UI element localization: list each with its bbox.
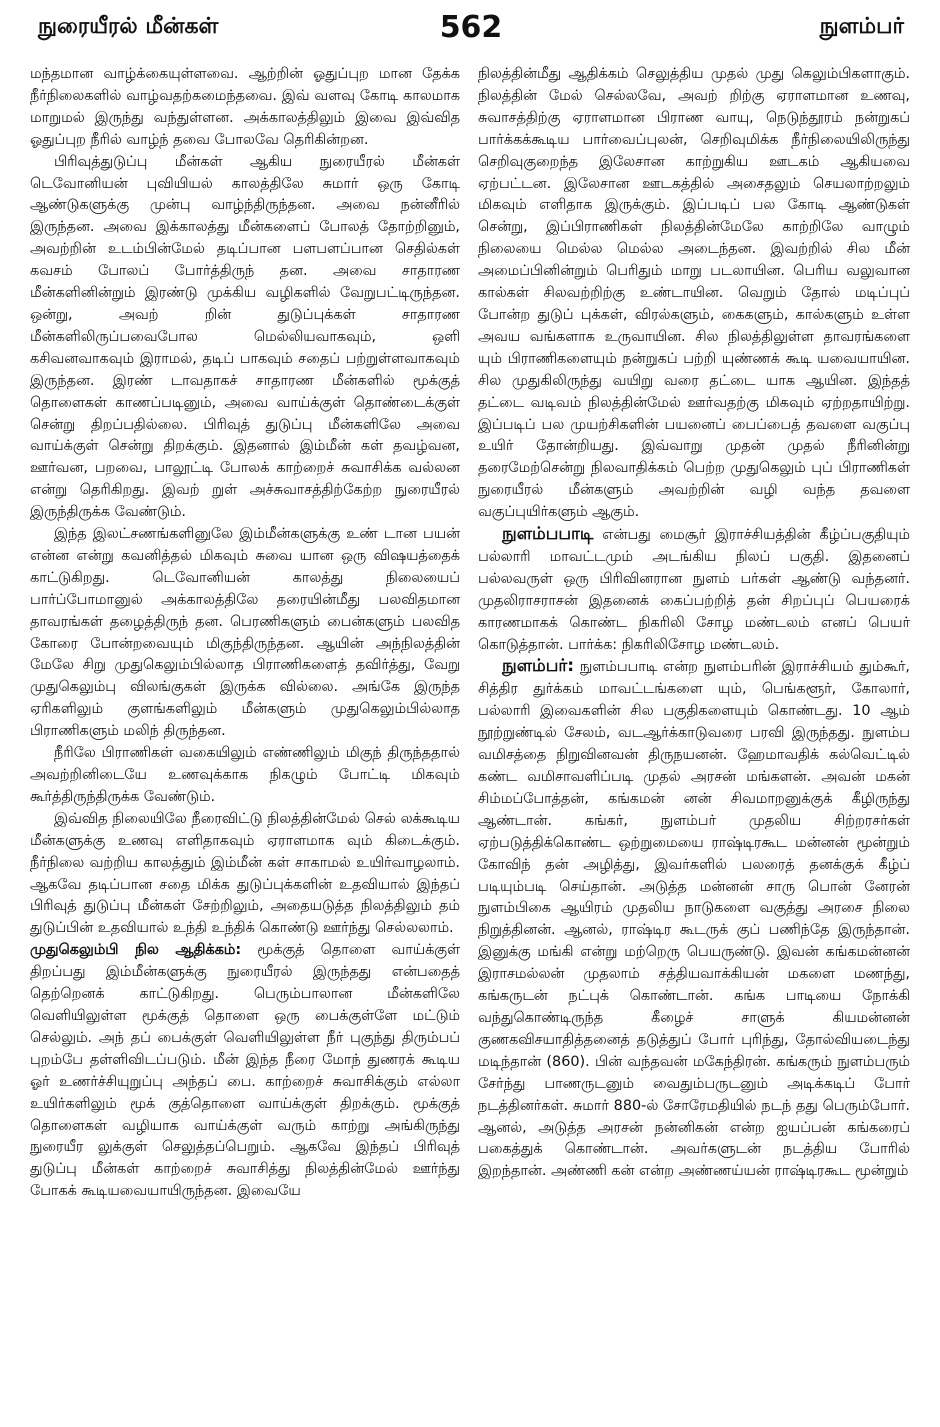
entry-text: என்பது மைசூர் இராச்சியத்தின் கீழ்ப்பகுதியும் பல்லாரி மாவட்டமும் அடங்கிய நிலப் பகுதி. இதனைப் பல்லவருள் ஒரு பிரிவினரான நுளம் பர்கள் ஆண்டு வந்தனர். முதலிராசராசன் இதனைக் கைப்பற்றித் தன் சிறப்புப் பெயரைக் காரணமாகக் கொண்ட நிகரிலி சோழ மண்டலம் எனப் பெயர் கொடுத்தான். பார்க்க: நிகரிலிசோழ மண்டலம். bbox=[478, 527, 910, 653]
paragraph: இந்த இலட்சணங்களினுலே இம்மீன்களுக்கு உண் டான பயன் என்ன என்று கவனித்தல் மிகவும் சுவை யான ஒரு விஷயத்தைக் காட்டுகிறது. டெவோனியன் காலத்து நிலையைப் பார்ப்போமானுல் அக்காலத்திலே தரையின்மீது பலவிதமான தாவரங்கள் தழைத்திருந் தன. பெரணிகளும் பைன்களும் பலவித கோரை போன்றவையும் மிகுந்திருந்தன. ஆயின் அந்நிலத்தின் மேலே சிறு முதுகெலும்பில்லாத பிராணிகளைத் தவிர்த்து, வேறு முதுகெலும்பு விலங்குகள் இருக்க வில்லை. அங்கே இருந்த ஏரிகளிலும் குளங்களிலும் மீன்களும் முதுகெலும்பில்லாத பிராணிகளும் மலிந் திருந்தன. bbox=[30, 526, 460, 740]
paragraph-text: மூக்குத் தொளை வாய்க்குள் திறப்பது இம்மீன்களுக்கு நுரையீரல் இருந்தது என்பதைத் தெற்றெனக் காட்டுகிறது. பெரும்பாலான மீன்களிலே வெளியிலுள்ள மூக்குத் தொளை ஒரு பைக்குள்ளே மட்டும் செல்லும். அந் தப் பைக்குள் வெளியிலுள்ள நீர் புகுந்து திரும்பப் புறம்பே தள்ளிவிடப்படும். மீன் இந்த நீரை மோந் துணரக் கூடிய ஓர் உணர்ச்சியுறுப்பு அந்தப் பை. காற்றைச் சுவாசிக்கும் எல்லா உயிர்களிலும் மூக் குத்தொளை வாய்க்குள் திறக்கும். மூக்குத் தொளைகள் வழியாக வாய்க்குள் வரும் காற்று அங்கிருந்து நுரையீர லுக்குள் செலுத்தப்பெறும். ஆகவே இந்தப் பிரிவுத் துடுப்பு மீன்கள் காற்றைச் சுவாசித்து நிலத்தின்மேல் ஊர்ந்து போகக் கூடியவையாயிருந்தன. இவையே bbox=[30, 942, 460, 1200]
page-header bbox=[38, 10, 904, 54]
paragraph: இவ்வித நிலையிலே நீரைவிட்டு நிலத்தின்மேல் செல் லக்கூடிய மீன்களுக்கு உணவு எளிதாகவும் ஏராளமாக வும் கிடைக்கும். நீர்நிலை வற்றிய காலத்தும் இம்மீன் கள் சாகாமல் உயிர்வாழலாம். ஆகவே தடிப்பான சதை மிக்க துடுப்புக்களின் உதவியால் இந்தப் பிரிவுத் துடுப்பு மீன்கள் சேற்றிலும், அதையடுத்த நிலத்திலும் தம் துடுப்பின் உதவியால் உந்தி உந்திக் கொண்டு ஊர்ந்து செல்லலாம். bbox=[30, 810, 460, 937]
running-head-right: நுளம்பர் bbox=[819, 14, 904, 39]
entry-heading: நுளம்பர்: bbox=[502, 656, 575, 677]
entry-heading: நுளம்பபாடி bbox=[502, 524, 594, 545]
entry bbox=[478, 656, 910, 1183]
subsection-heading: முதுகெலும்பி நில ஆதிக்கம்: bbox=[30, 942, 242, 959]
paragraph: பிரிவுத்துடுப்பு மீன்கள் ஆகிய நுரையீரல் மீன்கள் டெவோனியன் புவியியல் காலத்திலே சுமார் ஒரு கோடி ஆண்டுகளுக்கு முன்பு வாழ்ந்திருந்தன. அவை நன்னீரில் இருந்தன. அவை இக்காலத்து மீன்களைப் போலத் தோற்றினும், அவற்றின் உடம்பின்மேல் தடிப்பான பளபளப்பான செதில்கள் கவசம் போலப் போர்த்திருந் தன. அவை சாதாரண மீன்களினின்றும் இரண்டு முக்கிய வழிகளில் வேறுபட்டிருந்தன. ஒன்று, அவற் றின் துடுப்புக்கள் சாதாரண மீன்களிலிருப்பவைபோல மெல்லியவாகவும், ஒளி கசிவனவாகவும் இராமல், தடிப் பாகவும் சதைப் பற்றுள்ளவாகவும் இருந்தன. இரண் டாவதாகச் சாதாரண மீன்களில் மூக்குத் தொளைகள் காணப்படினும், அவை வாய்க்குள் தொண்டைக்குள் சென்று திறப்பதில்லை. பிரிவுத் துடுப்பு மீன்களிலே அவை வாய்க்குள் சென்று திறக்கும். இதனால் இம்மீன் கள் தவழ்வன, ஊர்வன, பறவை, பாலூட்டி போலக் காற்றைச் சுவாசிக்க வல்லன என்று தெரிகிறது. இவற் றுள் அச்சுவாசத்திற்கேற்ற நுரையீரல் இருந்திருக்க வேண்டும். bbox=[30, 153, 460, 521]
paragraph: நிலத்தின்மீது ஆதிக்கம் செலுத்திய முதல் முது கெலும்பிகளாகும். நிலத்தின் மேல் செல்லவே, அவற் றிற்கு ஏராளமான உணவு, சுவாசத்திற்கு ஏராளமான பிராண வாயு, நெடுந்தூரம் நன்றுகப் பார்க்கக்கூடிய பார்வைப்புலன், செறிவுமிக்க நீர்நிலையிலிருந்து செறிவுகுறைந்த இலேசான காற்றுகிய ஊடகம் ஆகியவை ஏற்பட்டன. இலேசான ஊடகத்தில் அசைதலும் செயலாற்றலும் மிகவும் எளிதாக இருக்கும். இப்படிப் பல கோடி ஆண்டுகள் சென்று, இப்பிராணிகள் நிலத்தின்மேலே காற்றிலே வாழும் நிலையை மெல்ல மெல்ல அடைந்தன. இவற்றில் சில மீன் அமைப்பினின்றும் பெரிதும் மாறு படலாயின. பெரிய வலுவான கால்கள் சிலவற்றிற்கு உண்டாயின. வெறும் தோல் மடிப்புப் போன்ற துடுப் புக்கள், விரல்களும், கைகளும், கால்களும் உள்ள அவய வங்களாக உருவாயின. சில நிலத்திலுள்ள தாவரங்களை யும் பிராணிகளையும் நன்றுகப் பற்றி யுண்ணக் கூடி யவையாயின. சில முதுகிலிருந்து வயிறு வரை தட்டை யாக ஆயின. இந்தத் தட்டை வடிவம் நிலத்தின்மேல் ஊர்வதற்கு மிகவும் ஏற்றதாயிற்று. இப்படிப் பல முயற்சிகளின் பயனைப் பைப்பைத் தவளை வகுப்பு உயிர் தோன்றியது. இவ்வாறு முதன் முதல் நீரினின்று தரைமேற்சென்று நிலவாதிக்கம் பெற்ற முதுகெலும் புப் பிராணிகள் நுரையீரல் மீன்களும் அவற்றின் வழி வந்த தவளை வகுப்புயிர்களும் ஆகும். bbox=[478, 66, 910, 521]
paragraph bbox=[30, 940, 460, 1203]
paragraph: மந்தமான வாழ்க்கையுள்ளவை. ஆற்றின் ஓதுப்புற மான தேக்க நீர்நிலைகளில் வாழ்வதற்கமைந்தவை. இவ் வளவு கோடி காலமாக மாறுமல் இருந்து வந்துள்ளன. அக்காலத்திலும் இவை இவ்வித ஓதுப்புற நீரில் வாழ்ந் தவை போலவே தெரிகின்றன. bbox=[30, 66, 460, 148]
right-column bbox=[478, 64, 910, 1414]
entry-text: நுளம்பபாடி என்ற நுளம்பரின் இராச்சியம் தும்கூர், சித்திர துர்க்கம் மாவட்டங்களை யும், பெங்களூர், கோலார், பல்லாரி இவைகளின் சில பகுதிகளையும் கொண்டது. 10 ஆம் நூற்றுண்டில் சேலம், வடஆர்க்காடுவரை பரவி இருந்தது. நுளம்ப வமிசத்தை நிறுவினவன் திருநயனன். ஹேமாவதிக் கல்வெட்டில் கண்ட வமிசாவளிப்படி முதல் அரசன் மங்களன். அவன் மகன் சிம்மப்போத்தன், கங்கமன் னன் சிவமாறனுக்குக் கீழிருந்து ஆண்டான். கங்கர், நுளம்பர் முதலிய சிற்றரசர்கள் ஏற்படுத்திக்கொண்ட ஒற்றுமையை ராஷ்டிரகூட மன்னன் மூன்றும் கோவிந் தன் அழித்து, இவர்களில் பலரைத் தனக்குக் கீழ்ப் படியும்படி செய்தான். அடுத்த மன்னன் சாரு பொன் னேரன் நுளம்பிகை ஆயிரம் முதலிய நாடுகளை வகுத்து அரசை நிலை நிறுத்தினன். ஆனல், ராஷ்டிர கூடருக் குப் பணிந்தே இருந்தான். இனுக்கு மங்கி என்று மற்றெரு பெயருண்டு. இவன் கங்கமன்னன் இராசமல்லன் முதலாம் சத்தியவாக்கியன் மகளை மணந்து, கங்கருடன் நட்புக் கொண்டான். கங்க பாடியை நோக்கி வந்துகொண்டிருந்த கீழைச் சாளுக் கியமன்னன் குணகவிசயாதித்தனைத் தடுத்துப் போர் புரிந்து, தோல்வியடைந்து மடிந்தான் (860). பின் வந்தவன் மகேந்திரன். கங்கரும் நுளம்பரும் சேர்ந்து பாணருடனும் வைதும்பருடனும் அடிக்கடிப் போர் நடத்தினர்கள். சுமார் 880-ல் சோரேமதியில் நடந் தது பெரும்போர். ஆனல், அடுத்த அரசன் நன்னிகன் என்ற ஐயப்பன் கங்கரைப் பகைத்துக் கொண்டான். அவர்களுடன் நடத்திய போரில் இறந்தான். அண்ணி கன் என்ற அண்ணய்யன் ராஷ்டிரகூட மூன்றும் bbox=[478, 659, 910, 1180]
paragraph: நீரிலே பிராணிகள் வகையிலும் எண்ணிலும் மிகுந் திருந்ததால் அவற்றினிடையே உணவுக்காக நிகழும் போட்டி மிகவும் கூர்த்திருந்திருக்க வேண்டும். bbox=[30, 745, 460, 805]
left-column bbox=[30, 64, 460, 1414]
running-head-left: நுரையீரல் மீன்கள் bbox=[38, 14, 219, 39]
entry bbox=[478, 524, 910, 656]
page-number: 562 bbox=[439, 10, 503, 45]
